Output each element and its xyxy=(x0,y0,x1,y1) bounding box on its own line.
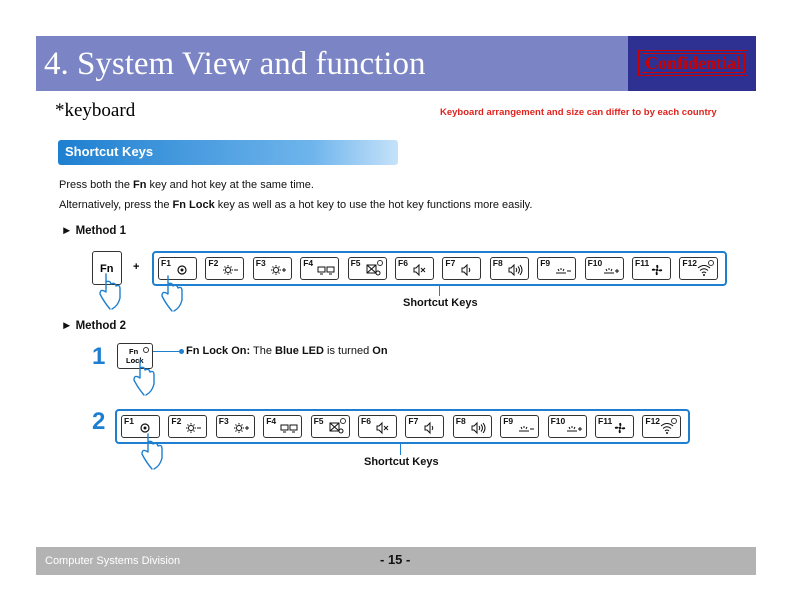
confidential-label: Confidential xyxy=(638,50,748,76)
fn-lock-description: Fn Lock On: The Blue LED is turned On xyxy=(186,345,388,357)
shortcut-keys-caption-1: Shortcut Keys xyxy=(403,297,478,309)
key-led xyxy=(340,418,346,424)
division-name: Computer Systems Division xyxy=(45,555,181,567)
step-number-2: 2 xyxy=(92,408,106,435)
section-subtitle: *keyboard xyxy=(55,100,136,121)
plus-sign: + xyxy=(133,261,140,273)
hand-pointer-icon xyxy=(138,432,168,472)
backlight-up-icon xyxy=(565,421,583,435)
instruction-line-2: Alternatively, press the Fn Lock key as well as a hot key to use the hot key functions more easily. xyxy=(59,199,533,211)
mute-icon xyxy=(375,421,393,435)
fn-lock-key: Fn Lock xyxy=(117,343,153,369)
backlight-down-icon xyxy=(554,263,572,277)
key-f2 xyxy=(168,415,207,438)
key-label: F5 xyxy=(350,258,361,268)
key-label: F10 xyxy=(587,258,603,268)
caption-connector xyxy=(439,286,440,296)
key-f9 xyxy=(537,257,576,280)
key-label: F4 xyxy=(303,258,314,268)
key-f2 xyxy=(205,257,244,280)
key-f12 xyxy=(642,415,681,438)
key-label: F3 xyxy=(218,416,229,426)
key-f12 xyxy=(679,257,718,280)
key-label: F8 xyxy=(455,416,466,426)
fn-lock-connector xyxy=(153,351,181,352)
key-label: F2 xyxy=(208,258,219,268)
key-label: F11 xyxy=(635,258,650,268)
method-2-heading: ► Method 2 xyxy=(61,320,127,332)
footer-bar xyxy=(36,547,756,575)
key-label: F9 xyxy=(540,258,551,268)
page-title: 4. System View and function xyxy=(44,46,426,82)
key-f7 xyxy=(405,415,444,438)
key-label: F2 xyxy=(171,416,182,426)
key-f9 xyxy=(500,415,539,438)
header-bar xyxy=(36,36,756,91)
brightness-down-icon xyxy=(222,263,240,277)
key-f7 xyxy=(442,257,481,280)
key-f6 xyxy=(358,415,397,438)
key-label: F6 xyxy=(398,258,408,268)
backlight-down-icon xyxy=(517,421,535,435)
key-f11 xyxy=(632,257,671,280)
section-banner xyxy=(58,140,398,165)
hand-pointer-icon xyxy=(96,272,126,312)
volume-down-icon xyxy=(459,263,477,277)
instruction-line-1: Press both the Fn key and hot key at the same time. xyxy=(59,179,314,191)
key-label: F1 xyxy=(161,258,171,268)
key-label: F10 xyxy=(550,416,566,426)
backlight-up-icon xyxy=(602,263,620,277)
fan-icon xyxy=(612,421,630,435)
step-number-1: 1 xyxy=(92,343,106,370)
key-f8 xyxy=(490,257,529,280)
key-label: F9 xyxy=(503,416,514,426)
key-label: F7 xyxy=(445,258,456,268)
key-label: F6 xyxy=(361,416,371,426)
shortcut-key-row-method-2 xyxy=(115,409,690,444)
key-f8 xyxy=(453,415,492,438)
brightness-up-icon xyxy=(270,263,288,277)
key-label: F4 xyxy=(266,416,277,426)
connector-dot xyxy=(179,349,184,354)
key-led xyxy=(377,260,383,266)
key-f5 xyxy=(348,257,387,280)
mute-icon xyxy=(412,263,430,277)
key-f10 xyxy=(585,257,624,280)
page-number: - 15 - xyxy=(380,552,411,567)
shortcut-keys-caption-2: Shortcut Keys xyxy=(364,456,439,468)
brightness-up-icon xyxy=(233,421,251,435)
key-label: F7 xyxy=(408,416,419,426)
volume-up-icon xyxy=(507,263,525,277)
key-f11 xyxy=(595,415,634,438)
key-label: F1 xyxy=(124,416,134,426)
hand-pointer-icon xyxy=(130,358,160,398)
key-label: F12 xyxy=(645,416,661,426)
key-label: F3 xyxy=(255,258,266,268)
display-switch-icon xyxy=(317,263,335,277)
method-1-heading: ► Method 1 xyxy=(61,225,127,237)
confidential-stamp xyxy=(628,36,756,91)
hand-pointer-icon xyxy=(158,274,188,314)
volume-down-icon xyxy=(422,421,440,435)
key-f4 xyxy=(300,257,339,280)
volume-up-icon xyxy=(470,421,488,435)
key-label: F5 xyxy=(313,416,324,426)
key-f5 xyxy=(311,415,350,438)
key-f3 xyxy=(253,257,292,280)
key-label: F8 xyxy=(492,258,503,268)
fn-lock-led xyxy=(143,347,149,353)
key-f4 xyxy=(263,415,302,438)
key-f10 xyxy=(548,415,587,438)
display-switch-icon xyxy=(280,421,298,435)
shortcut-key-row-method-1 xyxy=(152,251,727,286)
key-label: F12 xyxy=(682,258,698,268)
fan-icon xyxy=(649,263,667,277)
key-f3 xyxy=(216,415,255,438)
caption-connector xyxy=(400,444,401,455)
country-note: Keyboard arrangement and size can differ to by each country xyxy=(440,107,717,118)
key-f6 xyxy=(395,257,434,280)
fn-key: Fn xyxy=(92,251,122,285)
key-label: F11 xyxy=(598,416,613,426)
brightness-down-icon xyxy=(185,421,203,435)
section-banner-label: Shortcut Keys xyxy=(65,144,154,159)
